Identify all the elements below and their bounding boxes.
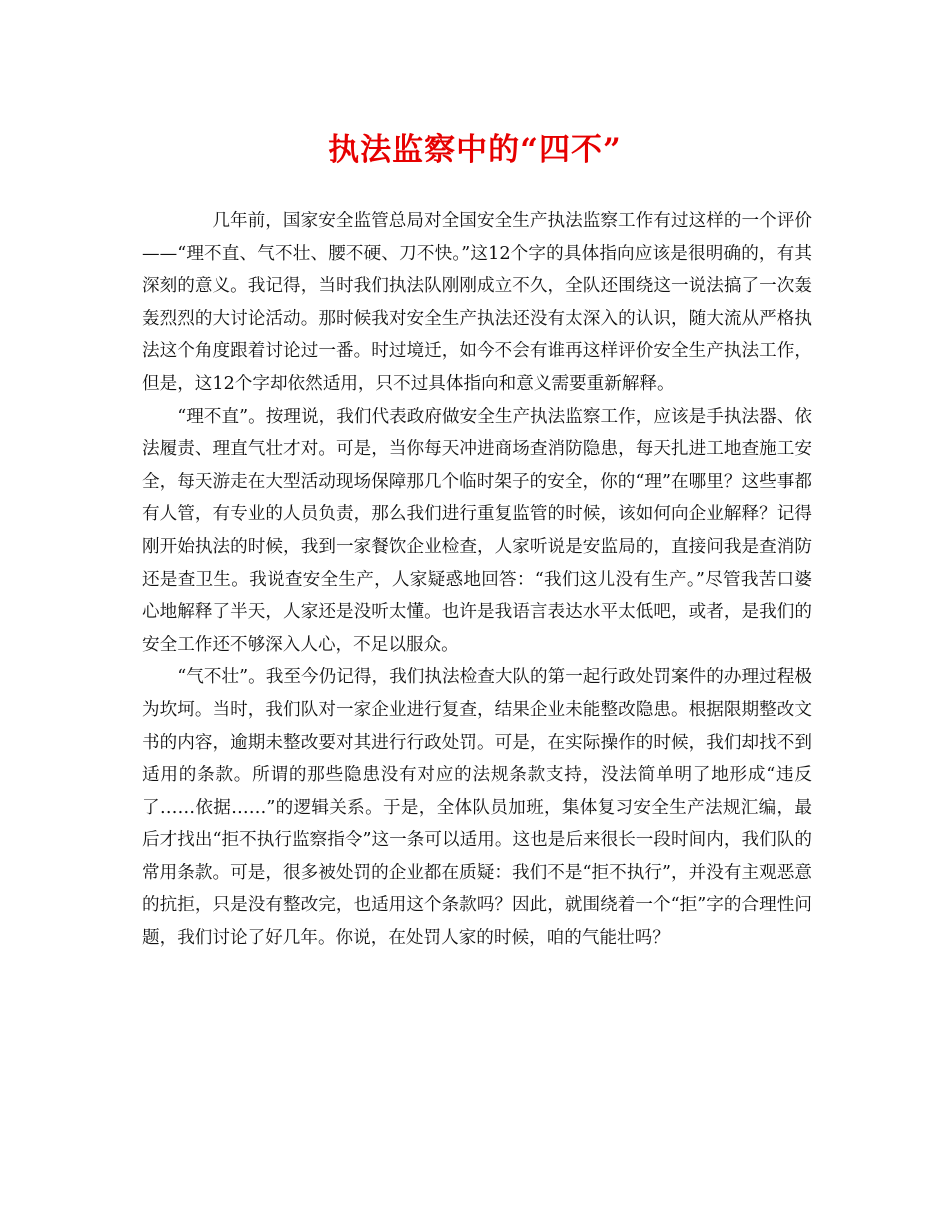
paragraph-li-bu-zhi: “理不直”。按理说，我们代表政府做安全生产执法监察工作，应该是手执法器、依法履责、理直气壮才对。可是，当你每天冲进商场查消防隐患，每天扎进工地查施工安全，每天游走在大型活动现场保障那几个临时架子的安全，你的“理”在哪里？这些事都有人管，有专业的人员负责，那么我们进行重复监管的时候，该如何向企业解释？记得刚开始执法的时候，我到一家餐饮企业检查，人家听说是安监局的，直接问我是查消防还是查卫生。我说查安全生产，人家疑惑地回答：“我们这儿没有生产。”尽管我苦口婆心地解释了半天，人家还是没听太懂。也许是我语言表达水平太低吧，或者，是我们的安全工作还不够深入人心，不足以服众。	[142, 406, 812, 655]
paragraph-intro: 几年前，国家安全监管总局对全国安全生产执法监察工作有过这样的一个评价——“理不直、气不壮、腰不硬、刀不快。”这12个字的具体指向应该是很明确的，有其深刻的意义。我记得，当时我们执法队刚刚成立不久，全队还围绕这一说法搞了一次轰轰烈烈的大讨论活动。那时候我对安全生产执法还没有太深入的认识，随大流从严格执法这个角度跟着讨论过一番。时过境迁，如今不会有谁再这样评价安全生产执法工作，但是，这12个字却依然适用，只不过具体指向和意义需要重新解释。	[142, 211, 812, 394]
paragraph-qi-bu-zhuang: “气不壮”。我至今仍记得，我们执法检查大队的第一起行政处罚案件的办理过程极为坎坷。当时，我们队对一家企业进行复查，结果企业未能整改隐患。根据限期整改文书的内容，逾期未整改要对其进行行政处罚。可是，在实际操作的时候，我们却找不到适用的条款。所谓的那些隐患没有对应的法规条款支持，没法简单明了地形成“违反了……依据……”的逻辑关系。于是，全体队员加班，集体复习安全生产法规汇编，最后才找出“拒不执行监察指令”这一条可以适用。这也是后来很长一段时间内，我们队的常用条款。可是，很多被处罚的企业都在质疑：我们不是“拒不执行”，并没有主观恶意的抗拒，只是没有整改完，也适用这个条款吗？因此，就围绕着一个“拒”字的合理性问题，我们讨论了好几年。你说，在处罚人家的时候，咱的气能壮吗？	[142, 667, 812, 949]
document-body	[142, 205, 812, 955]
document-title: 执法监察中的“四不”	[328, 132, 622, 168]
